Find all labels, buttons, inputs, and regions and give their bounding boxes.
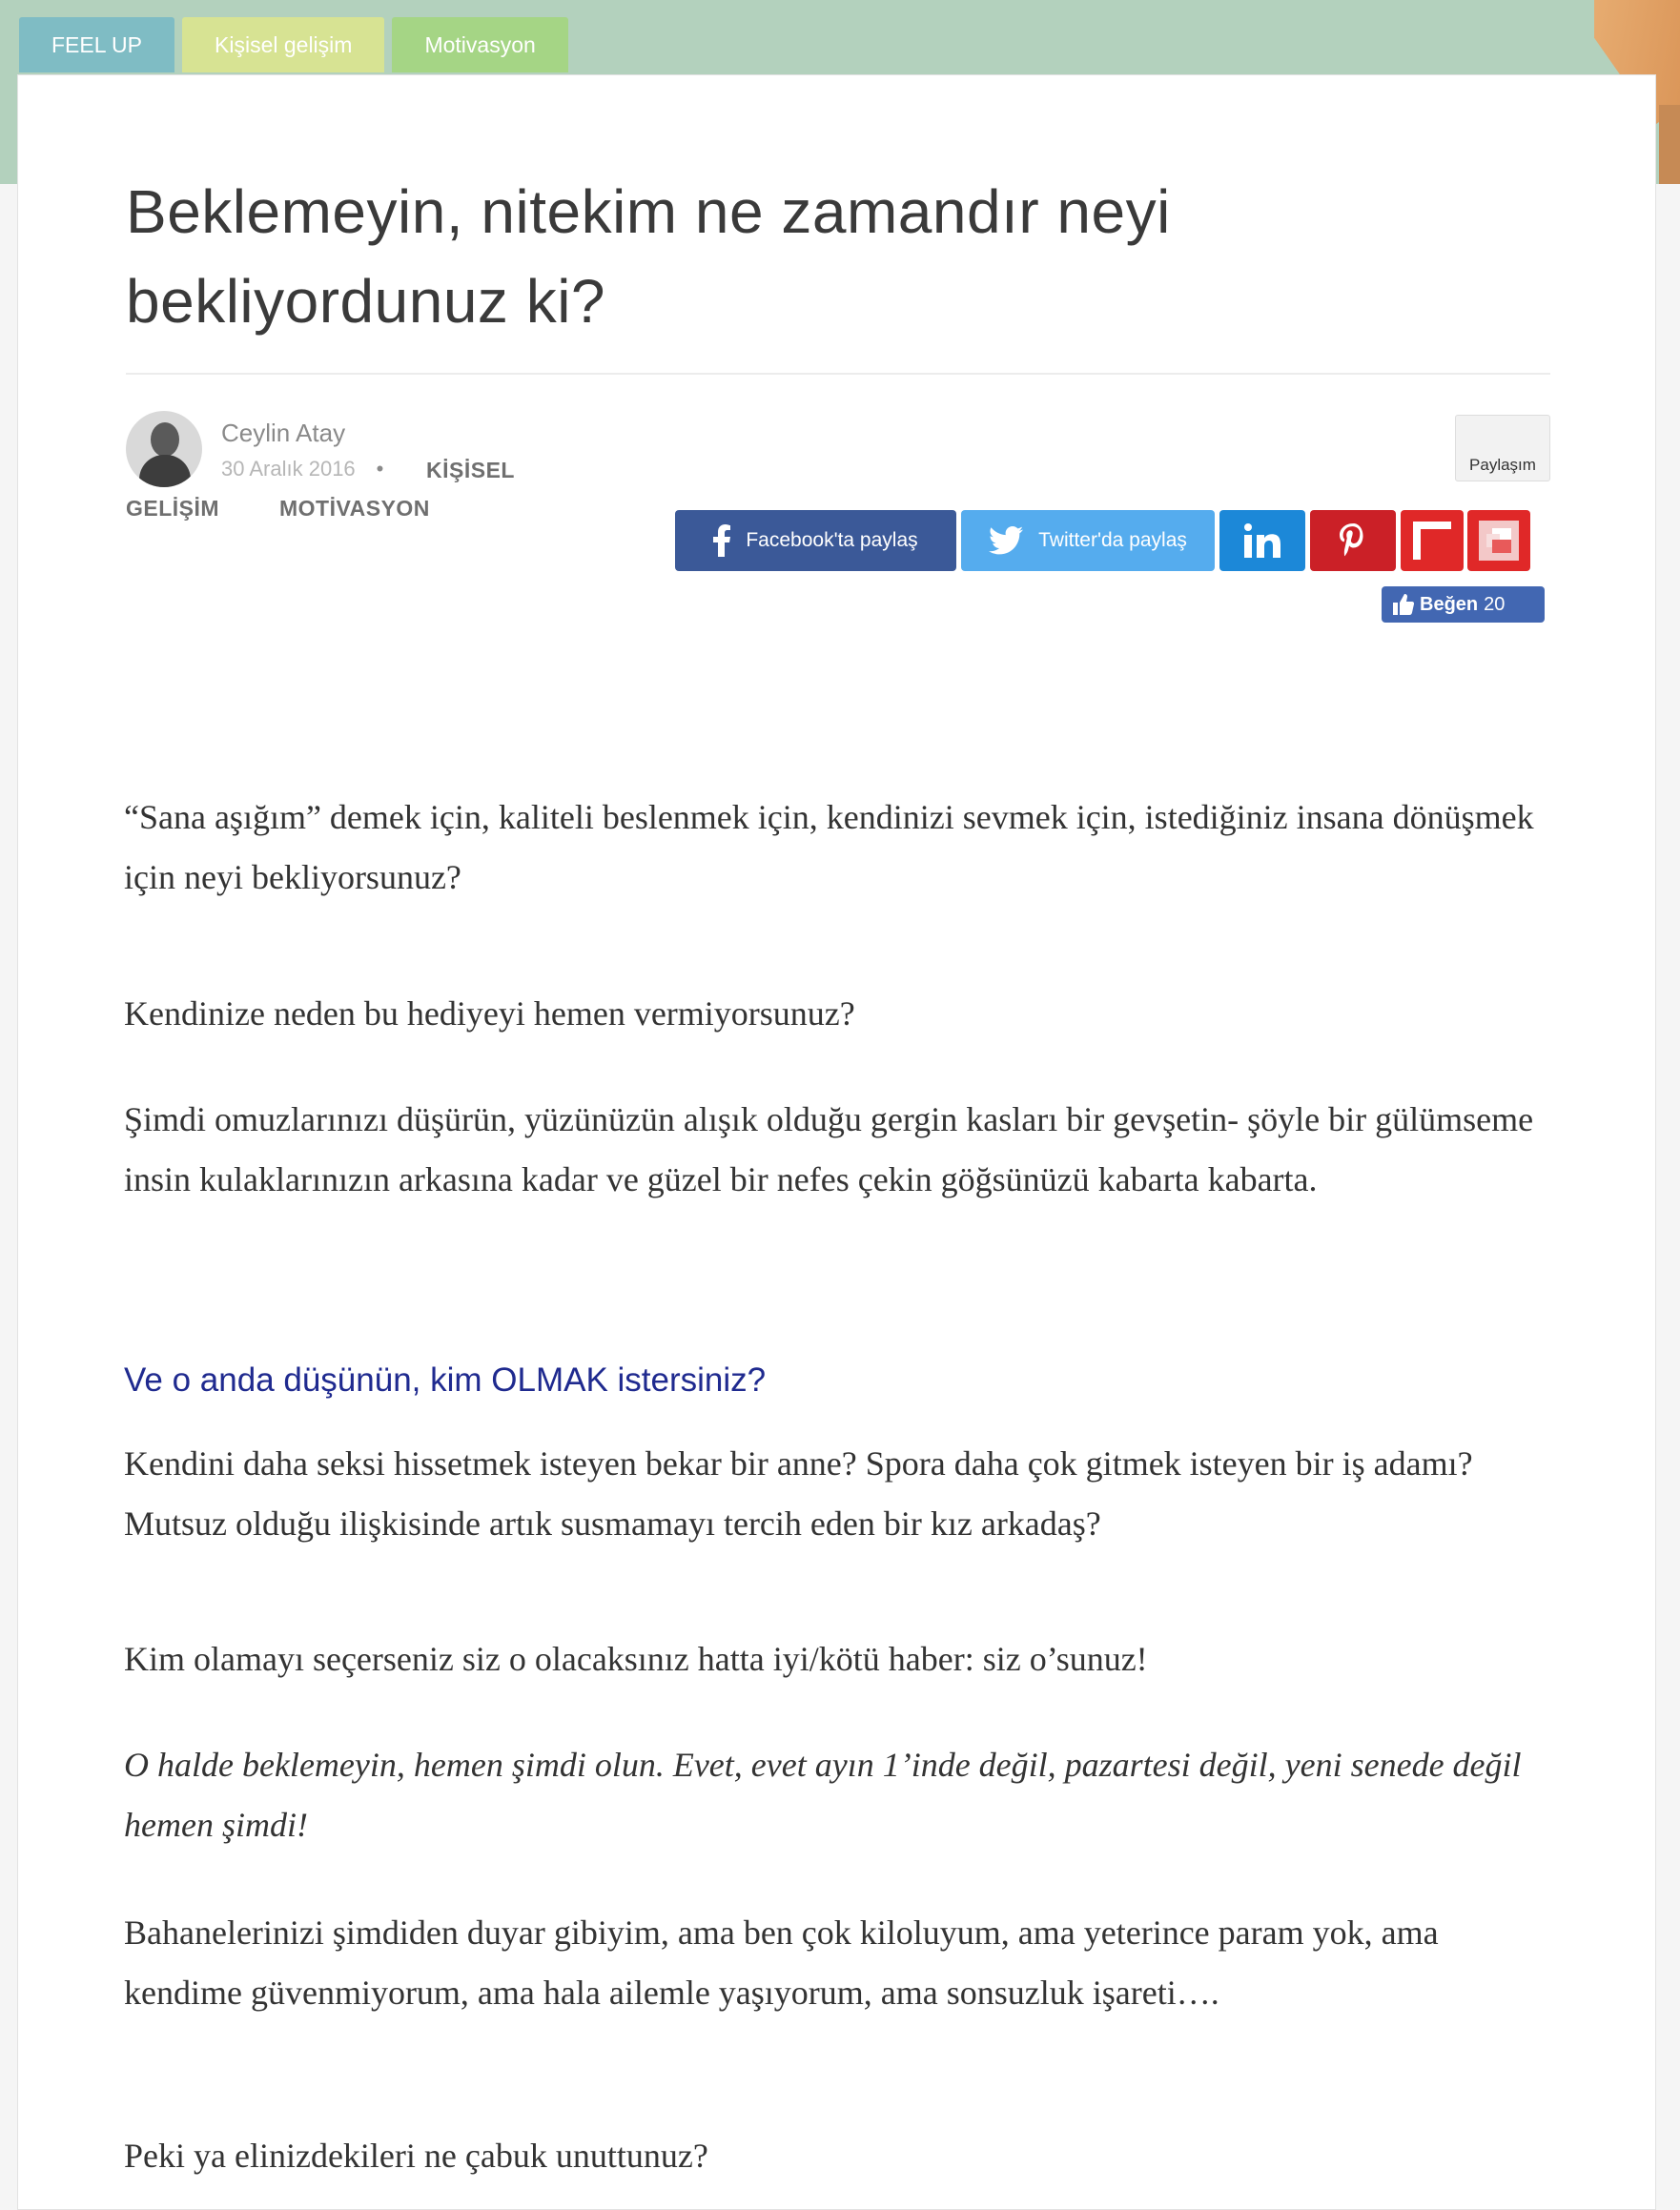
meta-separator: • — [376, 457, 384, 481]
tab-motivasyon[interactable]: Motivasyon — [392, 17, 567, 72]
paragraph-1: “Sana aşığım” demek için, kaliteli beslenmek için, kendinizi sevmek için, istediğiniz insana dönüşmek için neyi bekliyorsunuz? — [124, 798, 1534, 896]
paragraph-8: Peki ya elinizdekileri ne çabuk unuttunuz? — [124, 2137, 708, 2175]
paragraph-6-italic: O halde beklemeyin, hemen şimdi olun. Evet, evet ayın 1’inde değil, pazartesi değil, yeni senede değil hemen şimdi! — [124, 1746, 1522, 1844]
article-meta — [221, 457, 404, 481]
pinterest-share-button[interactable] — [1310, 510, 1396, 571]
like-thumb-icon — [1393, 594, 1414, 615]
paragraph-3: Şimdi omuzlarınızı düşürün, yüzünüzün alışık olduğu gergin kasları bir gevşetin- şöyle bir gülümseme insin kulaklarınızın arkasına kadar ve güzel bir nefes çekin göğsünüzü kabarta kabarta. — [124, 1100, 1534, 1198]
linkedin-icon — [1244, 523, 1280, 558]
twitter-share-button[interactable] — [961, 510, 1215, 571]
title-divider — [126, 373, 1550, 375]
corner-strip — [1659, 105, 1680, 184]
avatar-head — [151, 422, 179, 457]
linkedin-share-button[interactable] — [1219, 510, 1305, 571]
category-link-kisisel[interactable]: KİŞİSEL — [426, 458, 515, 482]
paragraph-4: Kendini daha seksi hissetmek isteyen bekar bir anne? Spora daha çok gitmek isteyen bir iş adamı? Mutsuz olduğu ilişkisinde artık susmamayı tercih eden bir kız arkadaş? — [124, 1444, 1473, 1543]
paragraph-7: Bahanelerinizi şimdiden duyar gibiyim, ama ben çok kiloluyum, ama yeterince param yok, ama kendime güvenmiyorum, ama hala ailemle yaşıyorum, ama sonsuzluk işareti…. — [124, 1913, 1439, 2012]
tab-kisisel-gelisim[interactable]: Kişisel gelişim — [182, 17, 384, 72]
author-name[interactable]: Ceylin Atay — [221, 419, 346, 447]
facebook-icon — [713, 524, 730, 557]
category-tabs — [19, 17, 568, 72]
category-link-motivasyon[interactable]: MOTİVASYON — [279, 496, 430, 521]
avatar-body — [139, 455, 191, 487]
facebook-like-button[interactable] — [1382, 586, 1545, 623]
author-avatar[interactable] — [126, 411, 202, 487]
share-label: Paylaşım — [1455, 415, 1550, 481]
twitter-icon — [989, 526, 1023, 555]
category-link-gelisim[interactable]: GELİŞİM — [126, 496, 220, 521]
flipboard-alt-icon — [1479, 521, 1519, 561]
article-title: Beklemeyin, nitekim ne zamandır neyi bekliyordunuz ki? — [126, 177, 1171, 336]
facebook-share-button[interactable] — [675, 510, 956, 571]
like-label: Beğen — [1420, 593, 1479, 615]
paragraph-2: Kendinize neden bu hediyeyi hemen vermiyorsunuz? — [124, 994, 855, 1033]
flipboard-share-button[interactable] — [1401, 510, 1464, 571]
flipboard-icon — [1413, 522, 1451, 560]
tab-feel-up[interactable]: FEEL UP — [19, 17, 174, 72]
like-count: 20 — [1484, 593, 1506, 615]
facebook-share-label: Facebook'ta paylaş — [746, 529, 918, 551]
twitter-share-label: Twitter'da paylaş — [1038, 529, 1187, 551]
pinterest-icon — [1340, 523, 1366, 558]
flipboard-alt-share-button[interactable] — [1467, 510, 1530, 571]
paragraph-5: Kim olamayı seçerseniz siz o olacaksınız hatta iyi/kötü haber: siz o’sunuz! — [124, 1640, 1148, 1678]
section-subheading: Ve o anda düşünün, kim OLMAK istersiniz? — [124, 1361, 767, 1399]
article-date: 30 Aralık 2016 — [221, 457, 356, 481]
